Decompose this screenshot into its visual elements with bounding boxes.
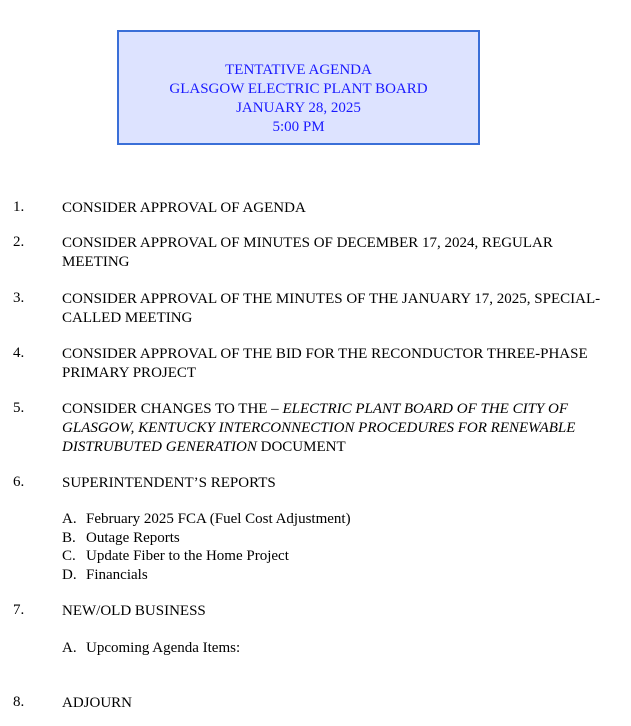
agenda-title: TENTATIVE AGENDA (225, 62, 372, 78)
new-old-business-list (62, 639, 240, 658)
sub-item-letter: A. (62, 640, 77, 656)
agenda-item-number: 8. (13, 694, 25, 710)
agenda-item-number: 7. (13, 602, 25, 618)
agenda-item-number: 5. (13, 400, 25, 416)
agenda-item-number: 1. (13, 199, 25, 215)
agenda-item-text: CONSIDER APPROVAL OF THE BID FOR THE RECONDUCTOR THREE-PHASE PRIMARY PROJECT (62, 346, 588, 381)
agenda-item-number: 2. (13, 234, 25, 250)
agenda-item-text-prefix: CONSIDER CHANGES TO THE – (62, 401, 283, 417)
document-title: ELECTRIC PLANT BOARD OF THE CITY OF GLASGOW, KENTUCKY INTERCONNECTION PROCEDURES FOR RENEWABLE DISTRUBUTED GENERATION (62, 401, 576, 455)
sub-item-letter: D. (62, 567, 77, 584)
meeting-time: 5:00 PM (272, 119, 325, 135)
sub-item-text: Update Fiber to the Home Project (86, 548, 289, 565)
agenda-item-number: 6. (13, 474, 25, 490)
sub-item-text: Outage Reports (86, 529, 180, 546)
sub-item-letter: C. (62, 548, 76, 565)
organization-name: GLASGOW ELECTRIC PLANT BOARD (169, 81, 428, 97)
agenda-item-text: CONSIDER APPROVAL OF THE MINUTES OF THE JANUARY 17, 2025, SPECIAL-CALLED MEETING (62, 291, 601, 326)
agenda-item-text: ADJOURN (62, 695, 133, 711)
list-item (62, 510, 351, 529)
agenda-item-text: CONSIDER APPROVAL OF AGENDA (62, 200, 306, 216)
superintendent-reports-list (62, 510, 351, 585)
list-item (62, 566, 351, 585)
agenda-item-text: CONSIDER APPROVAL OF MINUTES OF DECEMBER 17, 2024, REGULAR MEETING (62, 235, 553, 270)
sub-item-text: February 2025 FCA (Fuel Cost Adjustment) (86, 511, 351, 527)
agenda-item-number: 4. (13, 345, 25, 361)
list-item (62, 547, 351, 566)
list-item (62, 639, 240, 658)
sub-item-text: Financials (86, 567, 148, 584)
list-item (62, 529, 351, 548)
sub-item-letter: A. (62, 511, 77, 527)
agenda-header-box (117, 30, 480, 145)
sub-item-text: Upcoming Agenda Items: (86, 640, 241, 656)
meeting-date: JANUARY 28, 2025 (236, 100, 361, 116)
agenda-item-text: NEW/OLD BUSINESS (62, 603, 206, 619)
agenda-item-text-suffix: DOCUMENT (256, 439, 346, 455)
agenda-item-number: 3. (13, 290, 25, 306)
agenda-item-text (62, 400, 622, 457)
sub-item-letter: B. (62, 529, 76, 546)
agenda-item-text: SUPERINTENDENT’S REPORTS (62, 475, 276, 491)
